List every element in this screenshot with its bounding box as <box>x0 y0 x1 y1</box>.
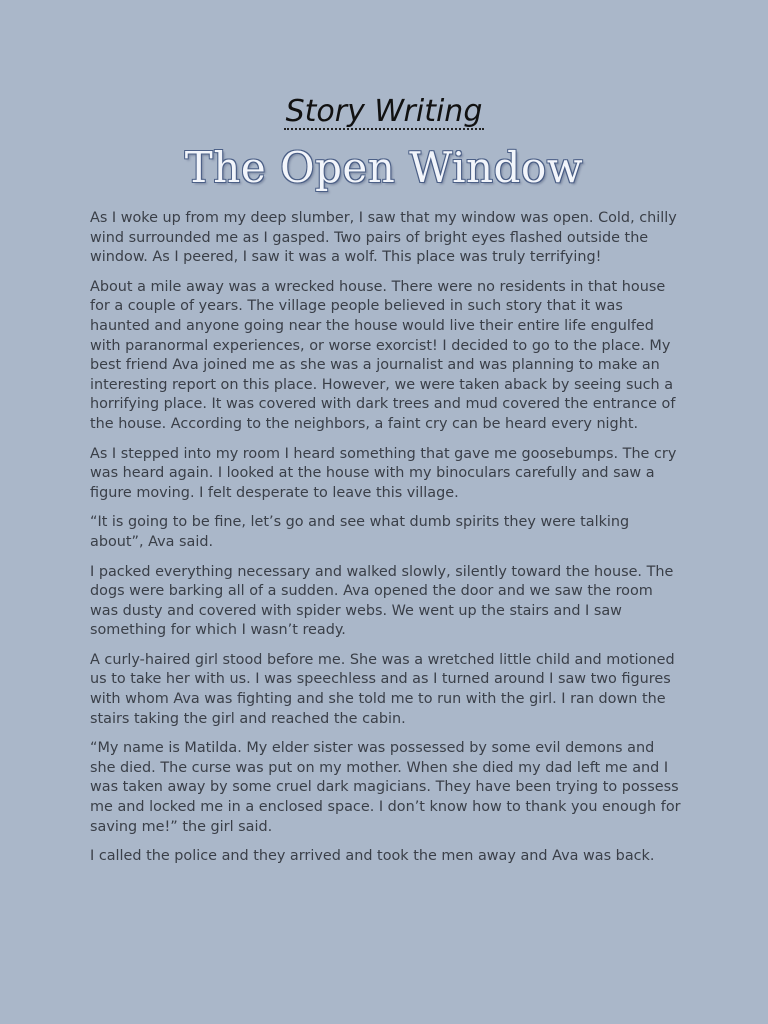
story-title: The Open Window <box>184 143 584 192</box>
story-paragraph: As I woke up from my deep slumber, I saw that my window was open. Cold, chilly wind surrounded me as I gasped. Two pairs of bright eyes flashed outside the window. As I peered, I saw it was a wolf. This place was truly terrifying! <box>90 210 677 266</box>
story-paragraph: As I stepped into my room I heard something that gave me goosebumps. The cry was heard again. I looked at the house with my binoculars carefully and saw a figure moving. I felt desperate to leave this village. <box>90 445 677 501</box>
document-heading <box>0 94 768 130</box>
story-paragraph: A curly-haired girl stood before me. She was a wretched little child and motioned us to take her with us. I was speechless and as I turned around I saw two figures with whom Ava was fighting and she told me to run with the girl. I ran down the stairs taking the girl and reached the cabin. <box>90 651 675 727</box>
story-paragraph: “My name is Matilda. My elder sister was possessed by some evil demons and she died. The curse was put on my mother. When she died my dad left me and I was taken away by some cruel dark magicians. They have been trying to possess me and locked me in a enclosed space. I don’t know how to thank you enough for saving me!” the girl said. <box>90 740 681 835</box>
story-paragraph: I called the police and they arrived and took the men away and Ava was back. <box>90 848 655 865</box>
story-paragraph: I packed everything necessary and walked slowly, silently toward the house. The dogs were barking all of a sudden. Ava opened the door and we saw the room was dusty and covered with spider webs. We went up the stairs and I saw something for which I wasn’t ready. <box>90 563 674 639</box>
story-paragraph: About a mile away was a wrecked house. There were no residents in that house for a couple of years. The village people believed in such story that it was haunted and anyone going near the house would live their entire life engulfed with paranormal experiences, or worse exorcist! I decided to go to the place. My best friend Ava joined me as she was a journalist and was planning to make an interesting report on this place. However, we were taken aback by seeing such a horrifying place. It was covered with dark trees and mud covered the entrance of the house. According to the neighbors, a faint cry can be heard every night. <box>90 278 676 432</box>
document-heading-text: Story Writing <box>285 94 483 129</box>
story-body <box>90 209 682 877</box>
story-paragraph: “It is going to be fine, let’s go and see what dumb spirits they were talking about”, Ava said. <box>90 514 630 550</box>
